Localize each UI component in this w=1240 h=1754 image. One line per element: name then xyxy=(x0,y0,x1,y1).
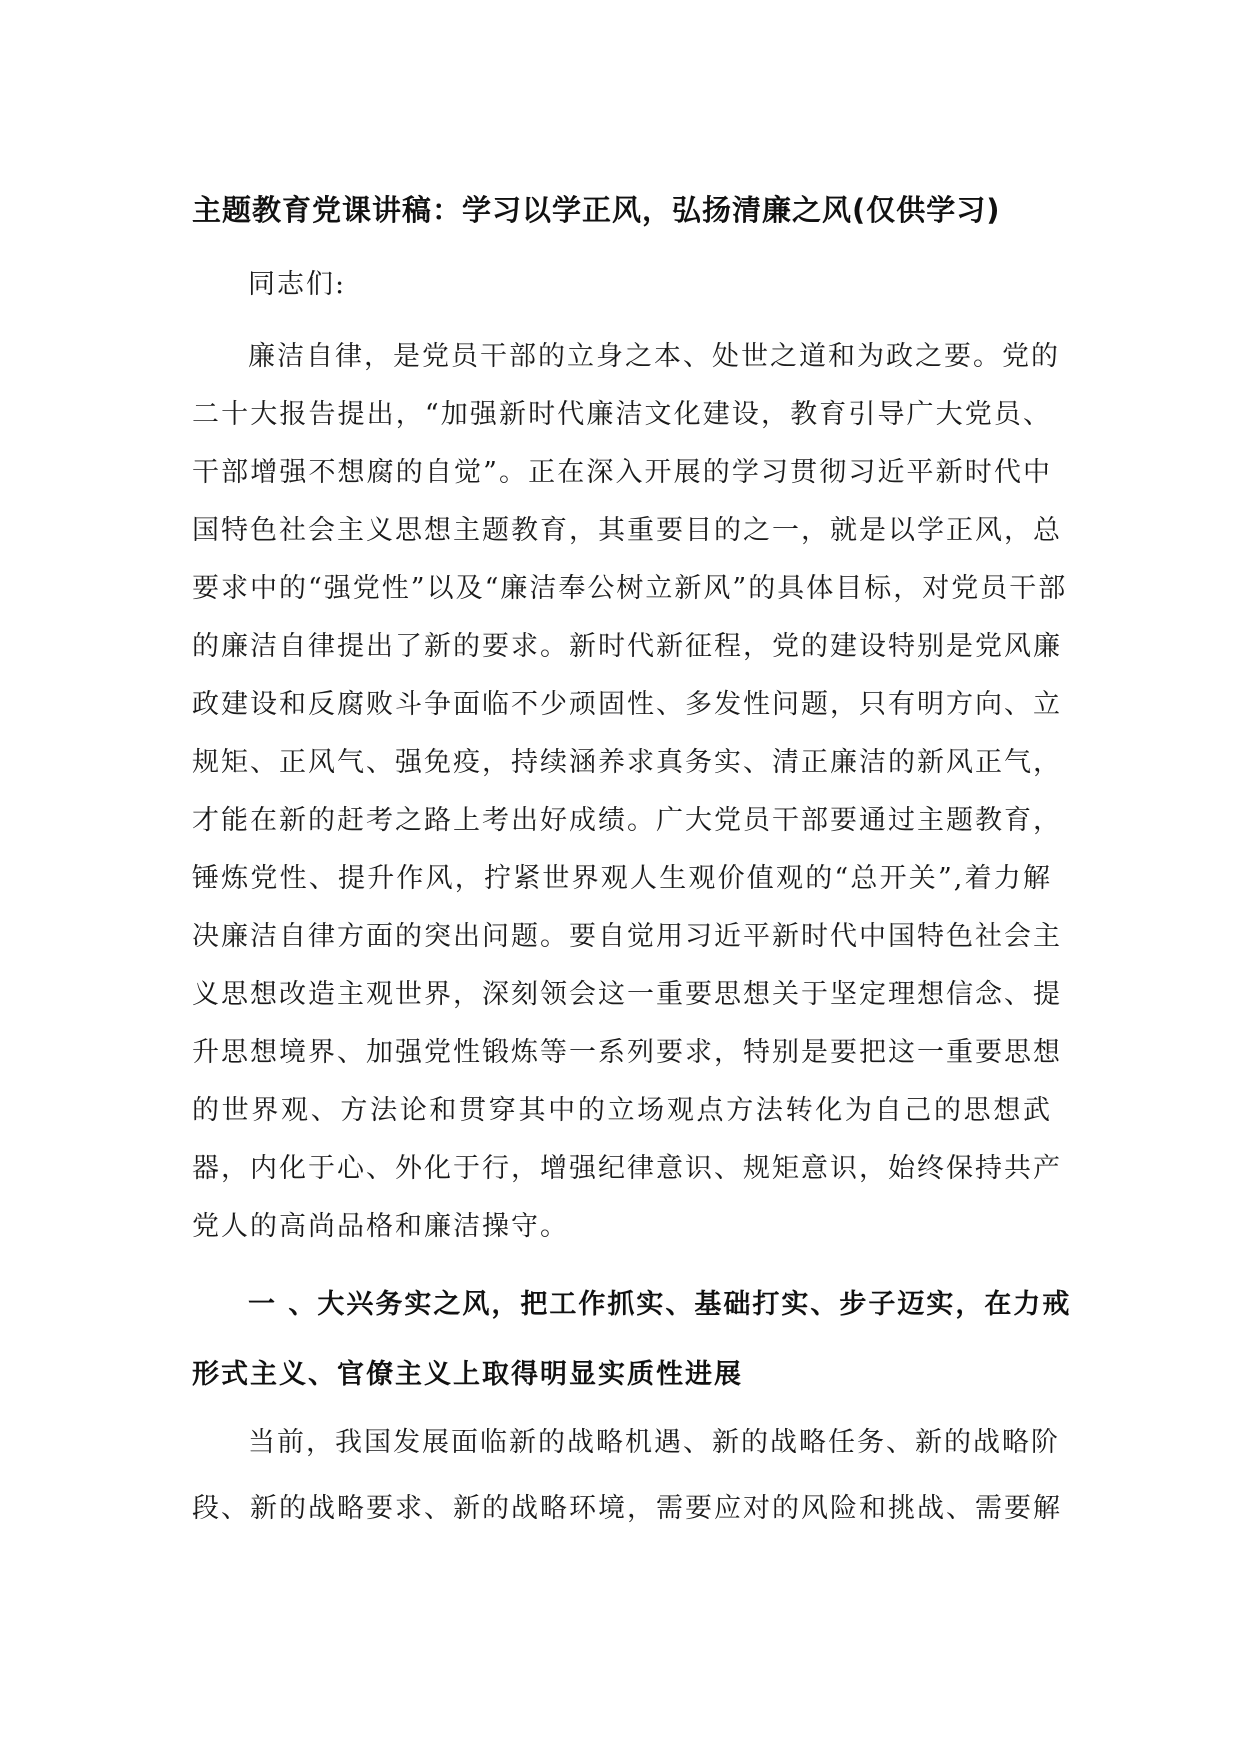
paragraph-line: 党人的高尚品格和廉洁操守。 xyxy=(192,1211,569,1242)
paragraph-line: 干部增强不想腐的自觉”。正在深入开展的学习贯彻习近平新时代中 xyxy=(192,457,1052,488)
section-heading-line: 一 、大兴务实之风，把工作抓实、基础打实、步子迈实，在力戒 xyxy=(248,1289,1072,1320)
section-heading-line: 形式主义、官僚主义上取得明显实质性进展 xyxy=(192,1359,743,1390)
paragraph-line: 锤炼党性、提升作风，拧紧世界观人生观价值观的“总开关”,着力解 xyxy=(192,863,1052,894)
section-heading xyxy=(192,1270,1072,1410)
intro-paragraph xyxy=(192,328,1068,1256)
paragraph-line: 当前，我国发展面临新的战略机遇、新的战略任务、新的战略阶 xyxy=(248,1427,1060,1458)
paragraph-line: 义思想改造主观世界，深刻领会这一重要思想关于坚定理想信念、提 xyxy=(192,979,1062,1010)
paragraph-line: 升思想境界、加强党性锻炼等一系列要求，特别是要把这一重要思想 xyxy=(192,1037,1062,1068)
document-body xyxy=(192,180,1072,1542)
paragraph-line: 的廉洁自律提出了新的要求。新时代新征程，党的建设特别是党风廉 xyxy=(192,631,1062,662)
paragraph-line: 段、新的战略要求、新的战略环境，需要应对的风险和挑战、需要解 xyxy=(192,1493,1062,1524)
section-paragraph xyxy=(192,1410,1062,1542)
paragraph-line: 的世界观、方法论和贯穿其中的立场观点方法转化为自己的思想武 xyxy=(192,1095,1052,1126)
paragraph-line: 廉洁自律，是党员干部的立身之本、处世之道和为政之要。党的 xyxy=(248,341,1060,372)
paragraph-line: 国特色社会主义思想主题教育，其重要目的之一，就是以学正风，总 xyxy=(192,515,1062,546)
paragraph-line: 决廉洁自律方面的突出问题。要自觉用习近平新时代中国特色社会主 xyxy=(192,921,1062,952)
paragraph-gap xyxy=(192,1256,1052,1270)
paragraph-line: 器，内化于心、外化于行，增强纪律意识、规矩意识，始终保持共产 xyxy=(192,1153,1062,1184)
document-title: 主题教育党课讲稿：学习以学正风，弘扬清廉之风(仅供学习) xyxy=(192,193,1001,227)
paragraph-gap xyxy=(192,314,1052,328)
paragraph-line: 二十大报告提出，“加强新时代廉洁文化建设，教育引导广大党员、 xyxy=(192,399,1052,430)
paragraph-line: 才能在新的赶考之路上考出好成绩。广大党员干部要通过主题教育， xyxy=(192,805,1062,836)
salutation: 同志们: xyxy=(248,269,347,300)
paragraph-line: 政建设和反腐败斗争面临不少顽固性、多发性问题，只有明方向、立 xyxy=(192,689,1062,720)
paragraph-line: 要求中的“强党性”以及“廉洁奉公树立新风”的具体目标，对党员干部 xyxy=(192,573,1068,604)
paragraph-line: 规矩、正风气、强免疫，持续涵养求真务实、清正廉洁的新风正气， xyxy=(192,747,1062,778)
